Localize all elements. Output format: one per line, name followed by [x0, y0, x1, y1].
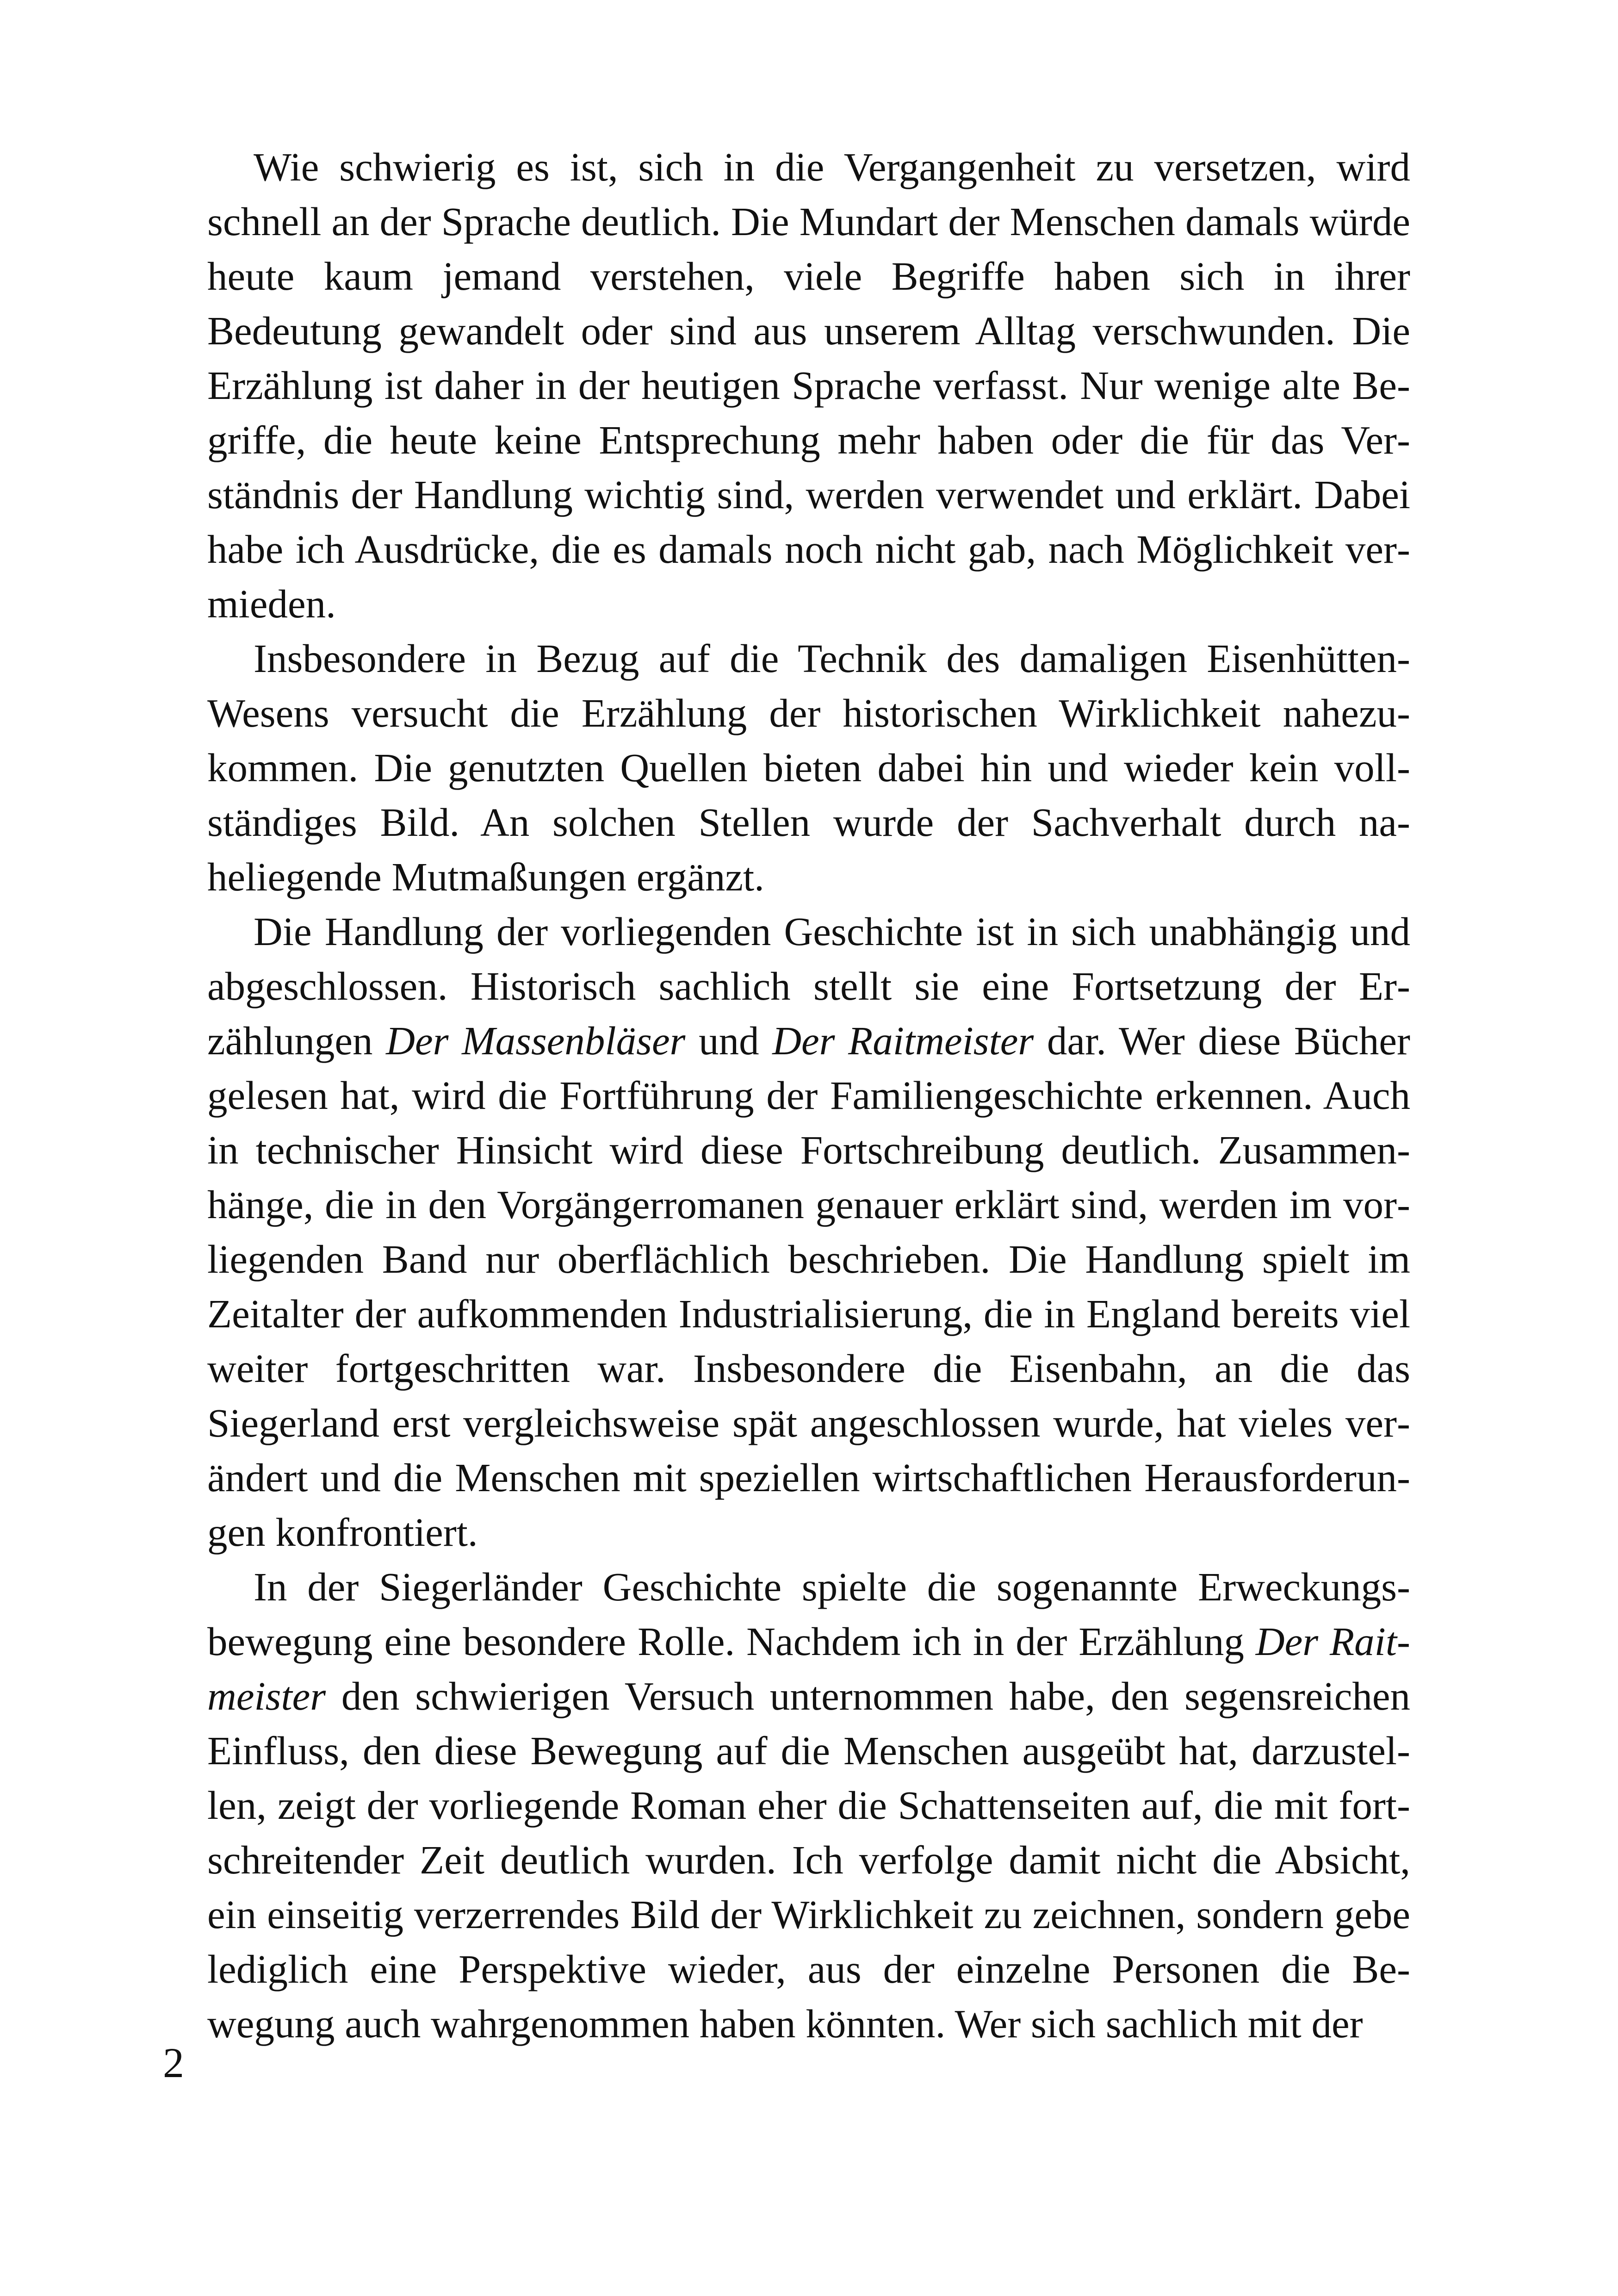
paragraph-plot	[207, 904, 1410, 1560]
paragraph-language: Wie schwierig es ist, sich in die Vergangenheit zu versetzen, wird schnell an der Sprache deutlich. Die Mundart der Menschen damals würde heute kaum jemand verstehen, viele Begriffe haben sich in ihrer Bedeutung gewandelt oder sind aus unserem Alltag verschwunden. Die Erzählung ist daher in der heutigen Sprache verfasst. Nur wenige alte Begriffe, die heute keine Entsprechung mehr haben oder die für das Verständnis der Handlung wichtig sind, werden verwendet und erklärt. Dabei habe ich Ausdrücke, die es damals noch nicht gab, nach Möglichkeit vermieden.	[207, 144, 1410, 626]
book-title-massenblaeser: Der Massenbläser	[386, 1018, 686, 1063]
paragraph-revival-text-b: den schwierigen Versuch unternommen habe, den segensreichen Einfluss, den diese Bewegung auf die Menschen ausgeübt hat, darzustellen, zeigt der vorliegende Roman eher die Schattenseiten auf, die mit fortschreitender Zeit deutlich wurden. Ich verfolge damit nicht die Absicht, ein einseitig verzerrendes Bild der Wirklichkeit zu zeichnen, sondern gebe lediglich eine Perspektive wieder, aus der einzelne Personen die Bewegung auch wahrgenommen haben könnten. Wer sich sachlich mit der	[207, 1674, 1410, 2046]
book-title-raitmeister-2: Der Raitmeister	[207, 1619, 1410, 1718]
book-title-raitmeister: Der Raitmeister	[772, 1018, 1034, 1063]
paragraph-plot-text-a: Die Handlung der vorliegenden Geschichte ist in sich unabhängig und abgeschlossen. Historisch sachlich stellt sie eine Fortsetzung der Erzählungen	[207, 909, 1410, 1063]
paragraph-revival-text-a: In der Siegerländer Geschichte spielte die sogenannte Erweckungsbewegung eine besondere Rolle. Nachdem ich in der Erzählung	[207, 1564, 1410, 1664]
paragraph-plot-text-b: und	[685, 1018, 773, 1063]
body-text	[207, 140, 1410, 2051]
page-number: 2	[163, 2039, 184, 2086]
paragraph-technology: Insbesondere in Bezug auf die Technik des damaligen EisenhüttenWesens versucht die Erzählung der historischen Wirklichkeit nahezukommen. Die genutzten Quellen bieten dabei hin und wieder kein vollständiges Bild. An solchen Stellen wurde der Sachverhalt durch naheliegende Mutmaßungen ergänzt.	[207, 636, 1410, 899]
paragraph-revival-movement	[207, 1560, 1410, 2051]
paragraph-plot-text-c: dar. Wer diese Bücher gelesen hat, wird die Fortführung der Familiengeschichte erkennen. Auch in technischer Hinsicht wird diese Fortschreibung deutlich. Zusammenhänge, die in den Vorgängerromanen genauer erklärt sind, werden im vorliegenden Band nur oberflächlich beschrieben. Die Handlung spielt im Zeitalter der aufkommenden Industrialisierung, die in England bereits viel weiter fortgeschritten war. Insbesondere die Eisenbahn, an die das Siegerland erst vergleichsweise spät angeschlossen wurde, hat vieles verändert und die Menschen mit speziellen wirtschaftlichen Herausforderungen konfrontiert.	[207, 1018, 1411, 1555]
